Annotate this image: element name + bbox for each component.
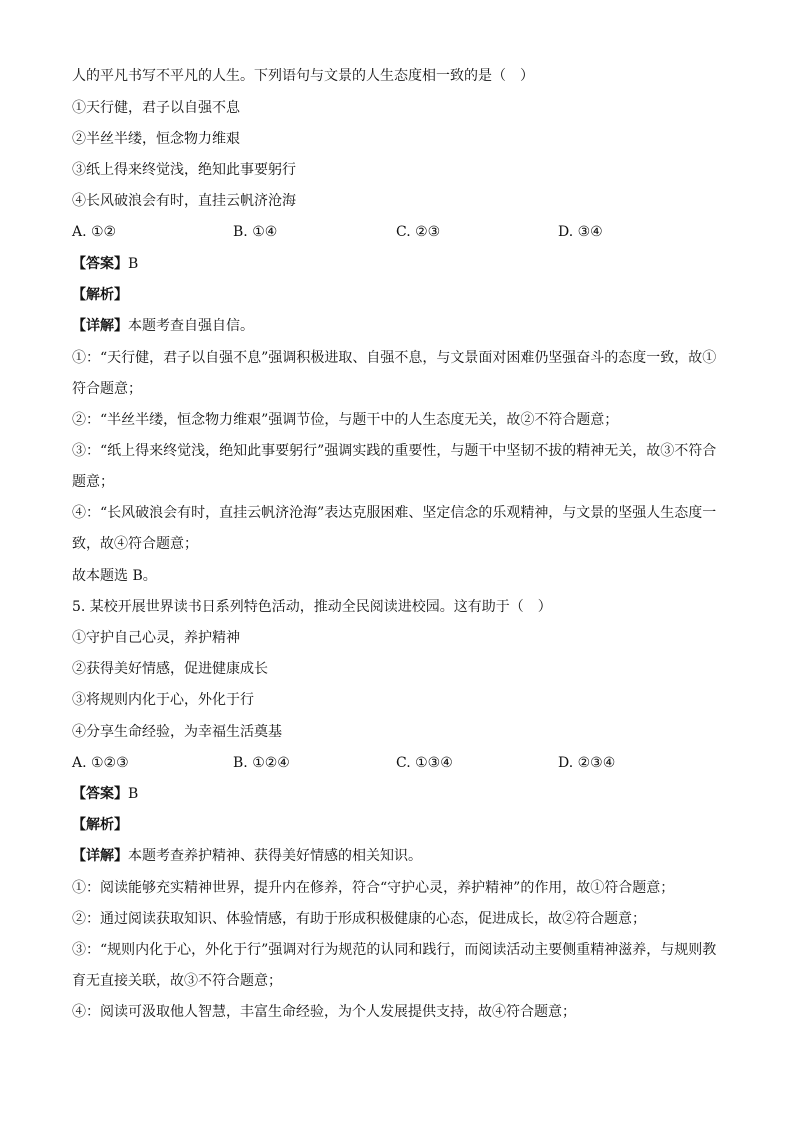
q4-option-b: B. ①④ (233, 224, 278, 240)
q5-explanation-line: ②：通过阅读获取知识、体验情感，有助于形成积极健康的心态，促进成长，故②符合题意； (72, 911, 646, 927)
detail-text: 本题考查养护精神、获得美好情感的相关知识。 (128, 848, 422, 864)
q5-explanation-line: ④：阅读可汲取他人智慧，丰富生命经验，为个人发展提供支持，故④符合题意； (72, 1004, 576, 1020)
q4-explanation-line: 致，故④符合题意； (72, 536, 198, 552)
q4-item-2: ②半丝半缕，恒念物力维艰 (72, 131, 240, 147)
q4-explanation-line: 符合题意； (72, 381, 142, 397)
answer-value: B (128, 256, 139, 272)
q5-answer (72, 784, 138, 804)
q4-conclusion: 故本题选 B。 (72, 568, 157, 584)
q4-explanation-line: ④：“长风破浪会有时，直挂云帆济沧海”表达克服困难、坚定信念的乐观精神，与文景的坚强人生态度一 (72, 505, 717, 521)
q4-explanation-line: ②：“半丝半缕，恒念物力维艰”强调节俭，与题干中的人生态度无关，故②不符合题意； (72, 412, 619, 428)
q5-explanation-line: 育无直接关联，故③不符合题意； (72, 973, 282, 989)
q5-option-b: B. ①②④ (233, 755, 290, 771)
q5-option-c: C. ①③④ (396, 755, 453, 771)
q5-explanation-line: ①：阅读能够充实精神世界，提升内在修养，符合“守护心灵，养护精神”的作用，故①符合题意； (72, 880, 675, 896)
q4-option-a: A. ①② (72, 224, 117, 240)
q5-option-d: D. ②③④ (558, 755, 616, 771)
detail-text: 本题考查自强自信。 (128, 318, 254, 334)
q5-item-4: ④分享生命经验，为幸福生活奠基 (72, 724, 282, 740)
q4-item-4: ④长风破浪会有时，直挂云帆济沧海 (72, 193, 296, 209)
q5-stem: 5. 某校开展世界读书日系列特色活动，推动全民阅读进校园。这有助于（ ） (72, 599, 552, 615)
q4-explanation-line: ③：“纸上得来终觉浅，绝知此事要躬行”强调实践的重要性，与题干中坚韧不拔的精神无关，故③不符合 (72, 443, 717, 459)
q5-option-a: A. ①②③ (72, 755, 129, 771)
answer-label: 【答案】 (72, 786, 128, 802)
q4-stem: 人的平凡书写不平凡的人生。下列语句与文景的人生态度相一致的是（ ） (72, 68, 534, 84)
q5-detail (72, 846, 422, 866)
q4-detail (72, 316, 254, 336)
q4-item-1: ①天行健，君子以自强不息 (72, 100, 240, 116)
q5-item-2: ②获得美好情感，促进健康成长 (72, 661, 268, 677)
detail-label: 【详解】 (72, 848, 128, 864)
q4-option-c: C. ②③ (396, 224, 441, 240)
detail-label: 【详解】 (72, 318, 128, 334)
q4-option-d: D. ③④ (558, 224, 603, 240)
q5-item-1: ①守护自己心灵，养护精神 (72, 630, 240, 646)
q5-analysis-label: 【解析】 (72, 817, 128, 833)
q4-explanation-line: ①：“天行健，君子以自强不息”强调积极进取、自强不息，与文景面对困难仍坚强奋斗的态度一致，故① (72, 350, 717, 366)
q5-explanation-line: ③：“规则内化于心，外化于行”强调对行为规范的认同和践行，而阅读活动主要侧重精神滋养，与规则教 (72, 942, 717, 958)
answer-value: B (128, 786, 139, 802)
q4-answer (72, 254, 138, 274)
q5-item-3: ③将规则内化于心，外化于行 (72, 692, 254, 708)
q4-item-3: ③纸上得来终觉浅，绝知此事要躬行 (72, 162, 296, 178)
q4-analysis-label: 【解析】 (72, 287, 128, 303)
answer-label: 【答案】 (72, 256, 128, 272)
q4-explanation-line: 题意； (72, 474, 114, 490)
